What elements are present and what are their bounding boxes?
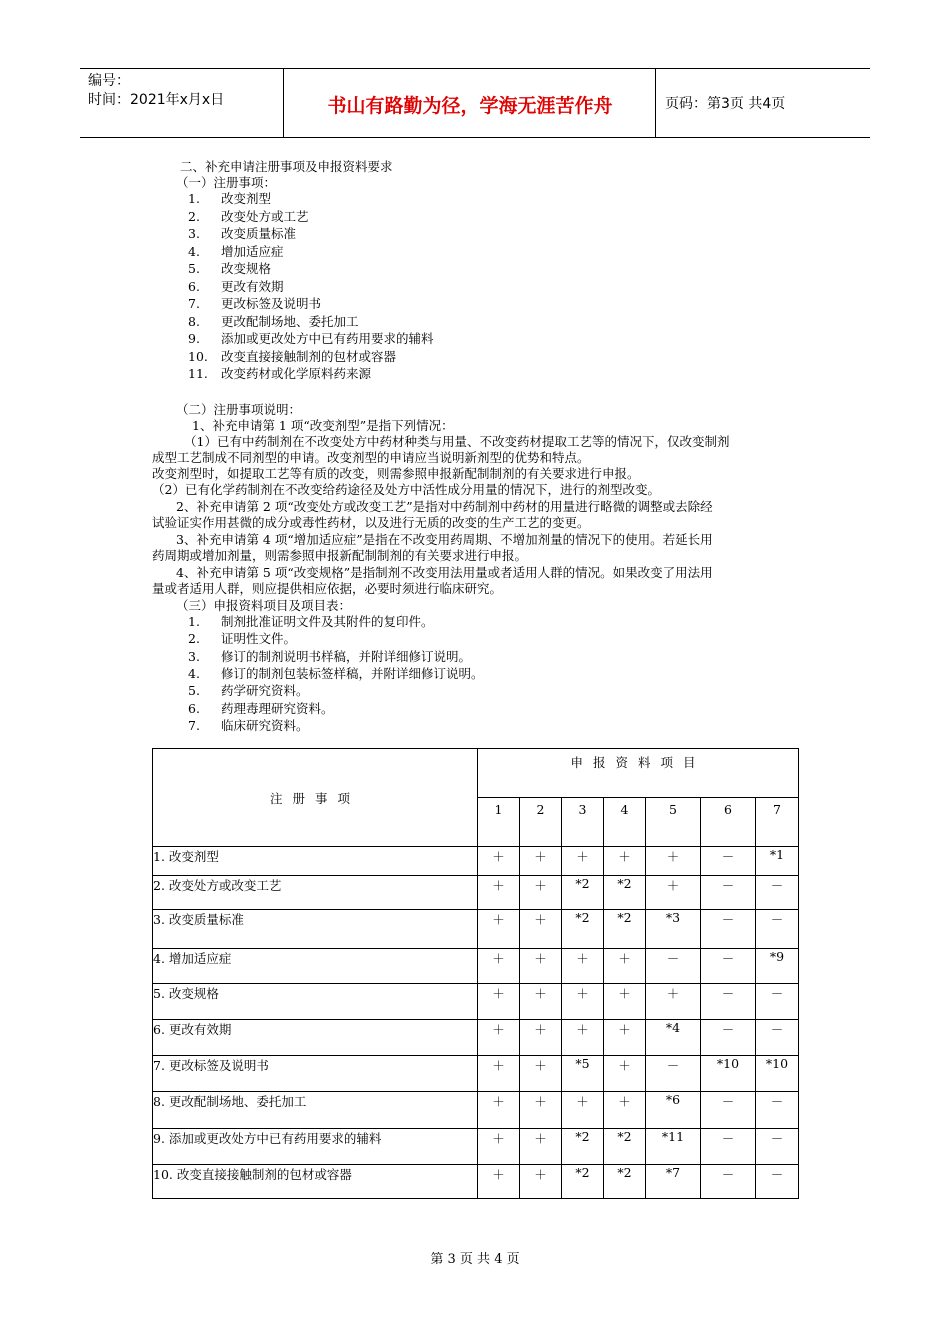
table-cell: *3 xyxy=(646,910,701,949)
table-cell: － xyxy=(701,1092,756,1129)
list-item: 增加适应症 xyxy=(221,243,284,259)
table-cell: － xyxy=(701,984,756,1020)
note-line: 药周期或增加剂量，则需参照申报新配制制剂的有关要求进行申报。 xyxy=(152,548,528,563)
table-row xyxy=(153,949,799,984)
list-item: 添加或更改处方中已有药用要求的辅料 xyxy=(221,331,434,346)
table-cell: － xyxy=(701,910,756,949)
table-cell: *7 xyxy=(646,1165,701,1199)
table-cell: － xyxy=(756,876,799,910)
note-line: 试验证实作用甚微的成分或毒性药材，以及进行无质的改变的生产工艺的变更。 xyxy=(152,515,590,530)
table-cell: ＋ xyxy=(646,847,701,876)
material-number: 6. xyxy=(188,700,200,716)
table-row xyxy=(153,984,799,1020)
table-cell: *9 xyxy=(756,949,799,984)
table-cell: ＋ xyxy=(478,949,520,984)
table-cell: ＋ xyxy=(604,949,646,984)
table-cell: － xyxy=(646,1056,701,1092)
row-label: 10. 改变直接接触制剂的包材或容器 xyxy=(153,1165,478,1199)
table-cell: *4 xyxy=(646,1020,701,1056)
table-header-materials xyxy=(478,749,799,798)
material-number: 1. xyxy=(188,614,200,629)
list-item: 制剂批准证明文件及其附件的复印件。 xyxy=(221,614,434,629)
table-cell: － xyxy=(756,1092,799,1129)
table-row xyxy=(153,1165,799,1199)
table-cell: *1 xyxy=(756,847,799,876)
table-cell: *2 xyxy=(604,910,646,949)
table-cell: ＋ xyxy=(520,910,562,949)
table-row xyxy=(153,847,799,876)
table-cell: － xyxy=(701,1165,756,1199)
material-number: 4. xyxy=(188,665,200,681)
group-header: 申报资料项目 xyxy=(570,755,706,770)
table-cell: ＋ xyxy=(646,876,701,910)
item-number: 1. xyxy=(188,191,200,206)
table-cell: ＋ xyxy=(478,1129,520,1165)
list-item: 修订的制剂包装标签样稿，并附详细修订说明。 xyxy=(221,665,484,681)
section-title: 二、补充申请注册事项及申报资料要求 xyxy=(180,159,393,174)
table-cell: ＋ xyxy=(520,949,562,984)
row-label: 6. 更改有效期 xyxy=(153,1020,478,1056)
list-item: 更改有效期 xyxy=(221,278,284,294)
page-footer: 第 3 页 共 4 页 xyxy=(430,1252,520,1267)
table-row xyxy=(153,1020,799,1056)
list-item: 临床研究资料。 xyxy=(221,717,309,733)
table-cell: ＋ xyxy=(520,847,562,876)
table-cell: － xyxy=(756,1165,799,1199)
column-number: 2 xyxy=(520,798,562,847)
list-item: 改变剂型 xyxy=(221,191,272,206)
column-number: 7 xyxy=(756,798,799,847)
list-item: 改变直接接触制剂的包材或容器 xyxy=(221,348,397,364)
list-item: 改变规格 xyxy=(221,261,272,276)
table-cell: *10 xyxy=(701,1056,756,1092)
table-cell: ＋ xyxy=(604,984,646,1020)
item-number: 8. xyxy=(188,313,200,329)
material-number: 5. xyxy=(188,683,200,699)
list-item: 改变处方或工艺 xyxy=(221,208,309,224)
table-cell: － xyxy=(756,1020,799,1056)
list-item: 修订的制剂说明书样稿，并附详细修订说明。 xyxy=(221,648,472,664)
table-row xyxy=(153,910,799,949)
item-number: 3. xyxy=(188,226,200,241)
table-cell: *5 xyxy=(562,1056,604,1092)
list-item: 证明性文件。 xyxy=(221,631,297,647)
table-cell: ＋ xyxy=(562,847,604,876)
table-cell: － xyxy=(701,1129,756,1165)
note-line: 3、补充申请第 4 项“增加适应症”是指在不改变用药周期、不增加剂量的情况下的使用。若延长用 xyxy=(176,532,713,547)
table-row xyxy=(153,876,799,910)
row-label: 1. 改变剂型 xyxy=(153,847,478,876)
table-cell: *2 xyxy=(604,1165,646,1199)
note-line: （2）已有化学药制剂在不改变给药途径及处方中活性成分用量的情况下，进行的剂型改变。 xyxy=(152,482,660,497)
note-line: （1）已有中药制剂在不改变处方中药材种类与用量、不改变药材提取工艺等的情况下，仅改变制剂 xyxy=(184,434,730,449)
row-label: 9. 添加或更改处方中已有药用要求的辅料 xyxy=(153,1129,478,1165)
table-cell: *2 xyxy=(562,1129,604,1165)
part3-title: （三）申报资料项目及项目表： xyxy=(176,598,352,613)
table-cell: ＋ xyxy=(478,1092,520,1129)
table-cell: ＋ xyxy=(478,1165,520,1199)
material-number: 3. xyxy=(188,648,200,664)
table-cell: － xyxy=(701,847,756,876)
page-header xyxy=(80,68,870,138)
column-number: 5 xyxy=(646,798,701,847)
table-cell: ＋ xyxy=(604,1092,646,1129)
list-item: 药理毒理研究资料。 xyxy=(221,700,334,716)
row-label: 7. 更改标签及说明书 xyxy=(153,1056,478,1092)
header-divider xyxy=(283,69,284,137)
table-cell: ＋ xyxy=(520,1092,562,1129)
column-number: 4 xyxy=(604,798,646,847)
table-cell: － xyxy=(701,876,756,910)
table-cell: ＋ xyxy=(562,949,604,984)
table-cell: ＋ xyxy=(520,1020,562,1056)
table-cell: － xyxy=(756,910,799,949)
list-item: 更改标签及说明书 xyxy=(221,296,322,311)
table-row xyxy=(153,1056,799,1092)
table-cell: ＋ xyxy=(478,910,520,949)
table-cell: *2 xyxy=(604,1129,646,1165)
row-label: 2. 改变处方或改变工艺 xyxy=(153,876,478,910)
table-cell: ＋ xyxy=(520,1129,562,1165)
row-label: 4. 增加适应症 xyxy=(153,949,478,984)
table-cell: ＋ xyxy=(646,984,701,1020)
item-number: 2. xyxy=(188,208,200,224)
header-motto: 书山有路勤为径，学海无涯苦作舟 xyxy=(327,95,613,117)
part1-title: （一）注册事项： xyxy=(176,175,277,190)
table-cell: ＋ xyxy=(520,1056,562,1092)
table-row xyxy=(153,1092,799,1129)
column-number: 3 xyxy=(562,798,604,847)
table-cell: ＋ xyxy=(562,1092,604,1129)
header-divider xyxy=(655,69,656,137)
note-line: 2、补充申请第 2 项“改变处方或改变工艺”是指对中药制剂中药材的用量进行略微的调整或去除经 xyxy=(176,499,713,514)
list-item: 更改配制场地、委托加工 xyxy=(221,313,359,329)
code-label: 编号： xyxy=(88,73,130,89)
col1-header: 注册事项 xyxy=(269,790,360,806)
date-label: 时间：2021年x月x日 xyxy=(88,92,225,108)
list-item: 改变药材或化学原料药来源 xyxy=(221,366,372,381)
column-number: 6 xyxy=(701,798,756,847)
item-number: 4. xyxy=(188,243,200,259)
table-cell: ＋ xyxy=(478,1056,520,1092)
part2-title: （二）注册事项说明： xyxy=(176,402,302,417)
table-cell: － xyxy=(701,949,756,984)
item-number: 11. xyxy=(188,366,208,381)
header-meta xyxy=(88,72,224,110)
table-cell: ＋ xyxy=(478,876,520,910)
table-cell: － xyxy=(646,949,701,984)
table-cell: *2 xyxy=(604,876,646,910)
table-cell: ＋ xyxy=(604,847,646,876)
table-cell: ＋ xyxy=(604,1020,646,1056)
item-number: 5. xyxy=(188,261,200,276)
item-number: 6. xyxy=(188,278,200,294)
page-number-label: 页码：第3页 共4页 xyxy=(665,96,786,112)
table-cell: ＋ xyxy=(562,1020,604,1056)
note-line: 成型工艺制成不同剂型的申请。改变剂型的申请应当说明新剂型的优势和特点。 xyxy=(152,450,590,465)
material-number: 2. xyxy=(188,631,200,647)
item-number: 7. xyxy=(188,296,200,311)
table-cell: *11 xyxy=(646,1129,701,1165)
table-cell: *2 xyxy=(562,910,604,949)
column-number: 1 xyxy=(478,798,520,847)
note-line: 量或者适用人群，则应提供相应依据，必要时须进行临床研究。 xyxy=(152,581,503,596)
table-cell: *10 xyxy=(756,1056,799,1092)
note-line: 改变剂型时，如提取工艺等有质的改变，则需参照申报新配制制剂的有关要求进行申报。 xyxy=(152,466,640,481)
item-number: 9. xyxy=(188,331,200,346)
table-cell: ＋ xyxy=(562,984,604,1020)
row-label: 5. 改变规格 xyxy=(153,984,478,1020)
table-cell: － xyxy=(701,1020,756,1056)
table-cell: － xyxy=(756,984,799,1020)
table-cell: ＋ xyxy=(520,984,562,1020)
row-label: 3. 改变质量标准 xyxy=(153,910,478,949)
list-item: 药学研究资料。 xyxy=(221,683,309,699)
table-cell: － xyxy=(756,1129,799,1165)
table-cell: *2 xyxy=(562,1165,604,1199)
note-line: 4、补充申请第 5 项“改变规格”是指制剂不改变用法用量或者适用人群的情况。如果改变了用法用 xyxy=(176,565,713,580)
table-cell: ＋ xyxy=(478,984,520,1020)
list-item: 改变质量标准 xyxy=(221,226,297,241)
note-line: 1、补充申请第 1 项“改变剂型”是指下列情况： xyxy=(192,418,454,433)
registration-table xyxy=(152,748,799,1199)
table-cell: ＋ xyxy=(478,1020,520,1056)
table-header-registration xyxy=(153,749,478,847)
table-cell: ＋ xyxy=(520,1165,562,1199)
table-cell: *2 xyxy=(562,876,604,910)
table-cell: *6 xyxy=(646,1092,701,1129)
table-cell: ＋ xyxy=(520,876,562,910)
table-row xyxy=(153,1129,799,1165)
material-number: 7. xyxy=(188,717,200,733)
item-number: 10. xyxy=(188,348,208,364)
table-cell: ＋ xyxy=(478,847,520,876)
table-cell: ＋ xyxy=(604,1056,646,1092)
row-label: 8. 更改配制场地、委托加工 xyxy=(153,1092,478,1129)
